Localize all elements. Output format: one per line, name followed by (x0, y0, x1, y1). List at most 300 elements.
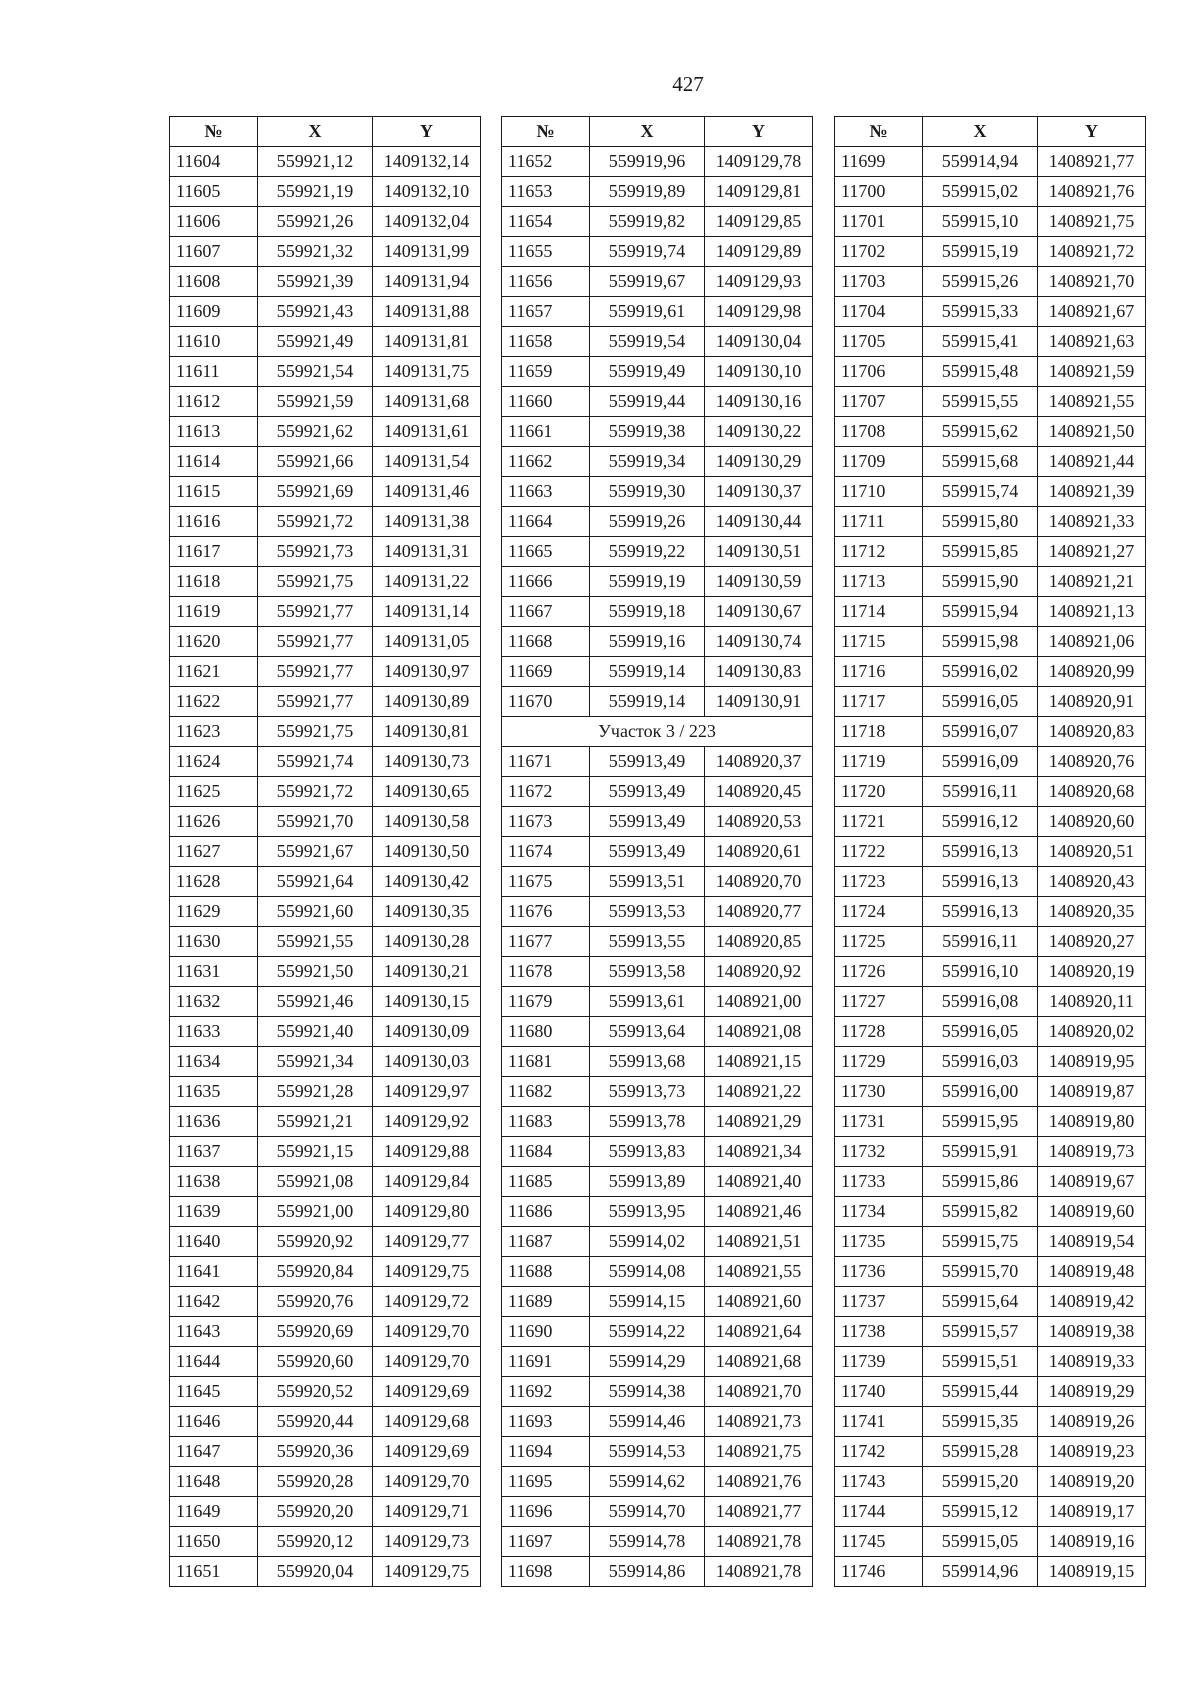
point-number-cell: 11724 (835, 897, 923, 927)
x-coordinate-cell: 559916,08 (923, 987, 1038, 1017)
y-coordinate-cell: 1409131,94 (373, 267, 481, 297)
point-number-cell: 11656 (502, 267, 590, 297)
point-number-cell: 11682 (502, 1077, 590, 1107)
y-coordinate-cell: 1408921,29 (705, 1107, 813, 1137)
x-coordinate-cell: 559919,14 (590, 657, 705, 687)
point-number-cell: 11647 (170, 1437, 258, 1467)
point-number-cell: 11671 (502, 747, 590, 777)
section-label: Участок 3 / 223 (502, 717, 813, 747)
x-coordinate-cell: 559921,34 (258, 1047, 373, 1077)
x-coordinate-cell: 559921,55 (258, 927, 373, 957)
y-coordinate-cell: 1409129,75 (373, 1557, 481, 1587)
table-row (502, 1227, 813, 1257)
table-row (835, 1497, 1146, 1527)
y-coordinate-cell: 1409129,84 (373, 1167, 481, 1197)
y-coordinate-cell: 1409131,14 (373, 597, 481, 627)
point-number-cell: 11700 (835, 177, 923, 207)
x-coordinate-cell: 559921,32 (258, 237, 373, 267)
y-coordinate-cell: 1408919,73 (1038, 1137, 1146, 1167)
coordinate-table-3 (834, 116, 1146, 1587)
table-row (170, 1107, 481, 1137)
table-row (170, 897, 481, 927)
y-coordinate-cell: 1408921,40 (705, 1167, 813, 1197)
y-coordinate-cell: 1408921,39 (1038, 477, 1146, 507)
x-coordinate-cell: 559915,28 (923, 1437, 1038, 1467)
y-coordinate-cell: 1409130,15 (373, 987, 481, 1017)
x-coordinate-cell: 559915,85 (923, 537, 1038, 567)
x-coordinate-cell: 559913,55 (590, 927, 705, 957)
x-coordinate-cell: 559921,00 (258, 1197, 373, 1227)
point-number-cell: 11697 (502, 1527, 590, 1557)
x-coordinate-cell: 559915,20 (923, 1467, 1038, 1497)
table-row (170, 1017, 481, 1047)
x-coordinate-cell: 559921,28 (258, 1077, 373, 1107)
x-coordinate-cell: 559920,69 (258, 1317, 373, 1347)
x-coordinate-cell: 559916,13 (923, 897, 1038, 927)
x-coordinate-cell: 559915,94 (923, 597, 1038, 627)
table-row (170, 447, 481, 477)
coordinate-table-2 (501, 116, 813, 1587)
table-row (170, 1497, 481, 1527)
point-number-cell: 11659 (502, 357, 590, 387)
y-coordinate-cell: 1408920,85 (705, 927, 813, 957)
y-coordinate-cell: 1409130,59 (705, 567, 813, 597)
x-coordinate-cell: 559921,40 (258, 1017, 373, 1047)
point-number-cell: 11634 (170, 1047, 258, 1077)
point-number-cell: 11652 (502, 147, 590, 177)
x-coordinate-cell: 559919,16 (590, 627, 705, 657)
table-row (835, 1377, 1146, 1407)
x-coordinate-cell: 559921,72 (258, 507, 373, 537)
y-coordinate-cell: 1409129,72 (373, 1287, 481, 1317)
table-row (170, 837, 481, 867)
x-coordinate-cell: 559914,94 (923, 147, 1038, 177)
table-row (835, 477, 1146, 507)
table-row (170, 507, 481, 537)
x-coordinate-cell: 559913,49 (590, 747, 705, 777)
x-coordinate-cell: 559921,72 (258, 777, 373, 807)
table-row (502, 1527, 813, 1557)
y-coordinate-cell: 1408921,50 (1038, 417, 1146, 447)
x-coordinate-cell: 559913,78 (590, 1107, 705, 1137)
y-coordinate-cell: 1409132,10 (373, 177, 481, 207)
y-coordinate-cell: 1408921,33 (1038, 507, 1146, 537)
x-coordinate-cell: 559920,60 (258, 1347, 373, 1377)
y-coordinate-cell: 1408921,75 (1038, 207, 1146, 237)
table-row (502, 897, 813, 927)
y-coordinate-cell: 1408921,67 (1038, 297, 1146, 327)
point-number-cell: 11688 (502, 1257, 590, 1287)
table-row (170, 477, 481, 507)
table-row (502, 177, 813, 207)
x-coordinate-cell: 559921,60 (258, 897, 373, 927)
point-number-cell: 11690 (502, 1317, 590, 1347)
y-coordinate-cell: 1408920,61 (705, 837, 813, 867)
table-row (502, 357, 813, 387)
y-coordinate-cell: 1409131,22 (373, 567, 481, 597)
table-row (170, 147, 481, 177)
point-number-cell: 11665 (502, 537, 590, 567)
y-coordinate-cell: 1408919,26 (1038, 1407, 1146, 1437)
point-number-cell: 11734 (835, 1197, 923, 1227)
x-coordinate-cell: 559921,69 (258, 477, 373, 507)
table-row (502, 1197, 813, 1227)
x-coordinate-cell: 559921,21 (258, 1107, 373, 1137)
table-row (502, 417, 813, 447)
x-coordinate-cell: 559921,73 (258, 537, 373, 567)
y-coordinate-cell: 1408920,27 (1038, 927, 1146, 957)
point-number-cell: 11623 (170, 717, 258, 747)
y-coordinate-cell: 1409130,37 (705, 477, 813, 507)
x-coordinate-cell: 559920,52 (258, 1377, 373, 1407)
y-coordinate-cell: 1409130,10 (705, 357, 813, 387)
table-row (170, 1197, 481, 1227)
table-row (170, 1047, 481, 1077)
x-coordinate-cell: 559921,66 (258, 447, 373, 477)
table-row (170, 177, 481, 207)
table-row (170, 417, 481, 447)
point-number-cell: 11624 (170, 747, 258, 777)
point-number-cell: 11736 (835, 1257, 923, 1287)
point-number-cell: 11716 (835, 657, 923, 687)
y-coordinate-cell: 1408921,34 (705, 1137, 813, 1167)
table-row (170, 1347, 481, 1377)
x-coordinate-cell: 559921,54 (258, 357, 373, 387)
y-coordinate-cell: 1409129,70 (373, 1317, 481, 1347)
y-coordinate-cell: 1408919,42 (1038, 1287, 1146, 1317)
table-row (835, 867, 1146, 897)
point-number-cell: 11620 (170, 627, 258, 657)
y-coordinate-cell: 1409130,09 (373, 1017, 481, 1047)
table-row (502, 507, 813, 537)
table-row (170, 717, 481, 747)
x-coordinate-cell: 559915,10 (923, 207, 1038, 237)
y-coordinate-cell: 1408921,08 (705, 1017, 813, 1047)
table-row (170, 267, 481, 297)
table-row (170, 777, 481, 807)
point-number-cell: 11617 (170, 537, 258, 567)
x-coordinate-cell: 559914,70 (590, 1497, 705, 1527)
table-row (502, 1017, 813, 1047)
x-coordinate-cell: 559916,13 (923, 837, 1038, 867)
y-coordinate-cell: 1408920,92 (705, 957, 813, 987)
y-coordinate-cell: 1409130,89 (373, 687, 481, 717)
y-coordinate-cell: 1409130,03 (373, 1047, 481, 1077)
point-number-cell: 11702 (835, 237, 923, 267)
x-coordinate-cell: 559921,77 (258, 597, 373, 627)
table-row (835, 717, 1146, 747)
column-header-number: № (502, 117, 590, 147)
point-number-cell: 11655 (502, 237, 590, 267)
point-number-cell: 11661 (502, 417, 590, 447)
point-number-cell: 11619 (170, 597, 258, 627)
table-row (502, 237, 813, 267)
point-number-cell: 11722 (835, 837, 923, 867)
column-header-x: X (923, 117, 1038, 147)
x-coordinate-cell: 559915,74 (923, 477, 1038, 507)
x-coordinate-cell: 559913,61 (590, 987, 705, 1017)
table-row (835, 1347, 1146, 1377)
point-number-cell: 11705 (835, 327, 923, 357)
point-number-cell: 11687 (502, 1227, 590, 1257)
table-row (502, 807, 813, 837)
x-coordinate-cell: 559914,78 (590, 1527, 705, 1557)
y-coordinate-cell: 1408921,46 (705, 1197, 813, 1227)
table-row (502, 147, 813, 177)
x-coordinate-cell: 559915,41 (923, 327, 1038, 357)
table-row (835, 507, 1146, 537)
point-number-cell: 11707 (835, 387, 923, 417)
y-coordinate-cell: 1408919,80 (1038, 1107, 1146, 1137)
x-coordinate-cell: 559921,67 (258, 837, 373, 867)
x-coordinate-cell: 559916,13 (923, 867, 1038, 897)
x-coordinate-cell: 559921,77 (258, 627, 373, 657)
column-header-y: Y (373, 117, 481, 147)
y-coordinate-cell: 1408920,19 (1038, 957, 1146, 987)
y-coordinate-cell: 1408920,35 (1038, 897, 1146, 927)
table-row (835, 1107, 1146, 1137)
x-coordinate-cell: 559920,04 (258, 1557, 373, 1587)
x-coordinate-cell: 559915,98 (923, 627, 1038, 657)
x-coordinate-cell: 559915,68 (923, 447, 1038, 477)
table-row (170, 1317, 481, 1347)
table-row (502, 597, 813, 627)
x-coordinate-cell: 559916,09 (923, 747, 1038, 777)
point-number-cell: 11686 (502, 1197, 590, 1227)
x-coordinate-cell: 559919,26 (590, 507, 705, 537)
point-number-cell: 11660 (502, 387, 590, 417)
point-number-cell: 11732 (835, 1137, 923, 1167)
y-coordinate-cell: 1408920,53 (705, 807, 813, 837)
point-number-cell: 11710 (835, 477, 923, 507)
y-coordinate-cell: 1409131,99 (373, 237, 481, 267)
table-row (170, 597, 481, 627)
x-coordinate-cell: 559919,54 (590, 327, 705, 357)
y-coordinate-cell: 1408919,48 (1038, 1257, 1146, 1287)
table-row (170, 627, 481, 657)
x-coordinate-cell: 559921,50 (258, 957, 373, 987)
y-coordinate-cell: 1408921,00 (705, 987, 813, 1017)
point-number-cell: 11745 (835, 1527, 923, 1557)
x-coordinate-cell: 559916,07 (923, 717, 1038, 747)
table-row (835, 897, 1146, 927)
table-row (835, 297, 1146, 327)
table-row (835, 447, 1146, 477)
point-number-cell: 11728 (835, 1017, 923, 1047)
point-number-cell: 11723 (835, 867, 923, 897)
y-coordinate-cell: 1408921,73 (705, 1407, 813, 1437)
y-coordinate-cell: 1408921,72 (1038, 237, 1146, 267)
y-coordinate-cell: 1408921,55 (705, 1257, 813, 1287)
y-coordinate-cell: 1409132,14 (373, 147, 481, 177)
x-coordinate-cell: 559921,59 (258, 387, 373, 417)
table-row (170, 327, 481, 357)
x-coordinate-cell: 559914,38 (590, 1377, 705, 1407)
table-row (502, 867, 813, 897)
y-coordinate-cell: 1409130,58 (373, 807, 481, 837)
y-coordinate-cell: 1408921,63 (1038, 327, 1146, 357)
point-number-cell: 11612 (170, 387, 258, 417)
y-coordinate-cell: 1409129,85 (705, 207, 813, 237)
table-row (835, 267, 1146, 297)
point-number-cell: 11709 (835, 447, 923, 477)
point-number-cell: 11708 (835, 417, 923, 447)
x-coordinate-cell: 559915,75 (923, 1227, 1038, 1257)
table-row (170, 1167, 481, 1197)
x-coordinate-cell: 559914,46 (590, 1407, 705, 1437)
point-number-cell: 11695 (502, 1467, 590, 1497)
x-coordinate-cell: 559913,83 (590, 1137, 705, 1167)
x-coordinate-cell: 559919,74 (590, 237, 705, 267)
table-row (502, 567, 813, 597)
point-number-cell: 11721 (835, 807, 923, 837)
point-number-cell: 11610 (170, 327, 258, 357)
y-coordinate-cell: 1409129,92 (373, 1107, 481, 1137)
point-number-cell: 11680 (502, 1017, 590, 1047)
table-row (170, 567, 481, 597)
point-number-cell: 11637 (170, 1137, 258, 1167)
table-row (835, 1257, 1146, 1287)
table-row (835, 1467, 1146, 1497)
point-number-cell: 11684 (502, 1137, 590, 1167)
x-coordinate-cell: 559919,18 (590, 597, 705, 627)
point-number-cell: 11633 (170, 1017, 258, 1047)
x-coordinate-cell: 559916,03 (923, 1047, 1038, 1077)
y-coordinate-cell: 1408921,21 (1038, 567, 1146, 597)
y-coordinate-cell: 1409129,69 (373, 1437, 481, 1467)
y-coordinate-cell: 1408921,15 (705, 1047, 813, 1077)
table-row (502, 1557, 813, 1587)
y-coordinate-cell: 1409129,80 (373, 1197, 481, 1227)
y-coordinate-cell: 1408921,27 (1038, 537, 1146, 567)
point-number-cell: 11683 (502, 1107, 590, 1137)
point-number-cell: 11645 (170, 1377, 258, 1407)
y-coordinate-cell: 1409130,35 (373, 897, 481, 927)
point-number-cell: 11725 (835, 927, 923, 957)
y-coordinate-cell: 1408921,22 (705, 1077, 813, 1107)
point-number-cell: 11631 (170, 957, 258, 987)
y-coordinate-cell: 1409130,22 (705, 417, 813, 447)
y-coordinate-cell: 1409129,77 (373, 1227, 481, 1257)
y-coordinate-cell: 1408919,87 (1038, 1077, 1146, 1107)
y-coordinate-cell: 1408919,29 (1038, 1377, 1146, 1407)
y-coordinate-cell: 1408921,77 (705, 1497, 813, 1527)
y-coordinate-cell: 1408920,91 (1038, 687, 1146, 717)
point-number-cell: 11608 (170, 267, 258, 297)
x-coordinate-cell: 559921,43 (258, 297, 373, 327)
point-number-cell: 11611 (170, 357, 258, 387)
point-number-cell: 11667 (502, 597, 590, 627)
y-coordinate-cell: 1408921,68 (705, 1347, 813, 1377)
y-coordinate-cell: 1409129,93 (705, 267, 813, 297)
point-number-cell: 11674 (502, 837, 590, 867)
table-row (170, 1467, 481, 1497)
table-row (170, 297, 481, 327)
y-coordinate-cell: 1409130,44 (705, 507, 813, 537)
point-number-cell: 11699 (835, 147, 923, 177)
x-coordinate-cell: 559919,89 (590, 177, 705, 207)
x-coordinate-cell: 559919,22 (590, 537, 705, 567)
point-number-cell: 11713 (835, 567, 923, 597)
table-row (502, 1077, 813, 1107)
x-coordinate-cell: 559915,70 (923, 1257, 1038, 1287)
y-coordinate-cell: 1409129,98 (705, 297, 813, 327)
point-number-cell: 11681 (502, 1047, 590, 1077)
x-coordinate-cell: 559921,62 (258, 417, 373, 447)
header-row (502, 117, 813, 147)
point-number-cell: 11703 (835, 267, 923, 297)
y-coordinate-cell: 1409130,16 (705, 387, 813, 417)
table-row (170, 927, 481, 957)
x-coordinate-cell: 559920,28 (258, 1467, 373, 1497)
y-coordinate-cell: 1408919,95 (1038, 1047, 1146, 1077)
table-row (170, 1077, 481, 1107)
x-coordinate-cell: 559921,46 (258, 987, 373, 1017)
x-coordinate-cell: 559916,11 (923, 777, 1038, 807)
point-number-cell: 11679 (502, 987, 590, 1017)
x-coordinate-cell: 559913,64 (590, 1017, 705, 1047)
point-number-cell: 11715 (835, 627, 923, 657)
point-number-cell: 11648 (170, 1467, 258, 1497)
y-coordinate-cell: 1408921,13 (1038, 597, 1146, 627)
table-row (835, 537, 1146, 567)
table-row (502, 267, 813, 297)
y-coordinate-cell: 1408920,83 (1038, 717, 1146, 747)
x-coordinate-cell: 559914,62 (590, 1467, 705, 1497)
y-coordinate-cell: 1409129,88 (373, 1137, 481, 1167)
point-number-cell: 11726 (835, 957, 923, 987)
point-number-cell: 11677 (502, 927, 590, 957)
table-row (502, 1317, 813, 1347)
y-coordinate-cell: 1408920,70 (705, 867, 813, 897)
x-coordinate-cell: 559915,82 (923, 1197, 1038, 1227)
point-number-cell: 11609 (170, 297, 258, 327)
table-row (835, 957, 1146, 987)
point-number-cell: 11632 (170, 987, 258, 1017)
table-row (502, 927, 813, 957)
point-number-cell: 11743 (835, 1467, 923, 1497)
x-coordinate-cell: 559915,90 (923, 567, 1038, 597)
table-row (835, 777, 1146, 807)
header-row (170, 117, 481, 147)
point-number-cell: 11622 (170, 687, 258, 717)
y-coordinate-cell: 1408921,60 (705, 1287, 813, 1317)
header-row (835, 117, 1146, 147)
y-coordinate-cell: 1408919,54 (1038, 1227, 1146, 1257)
x-coordinate-cell: 559913,89 (590, 1167, 705, 1197)
table-row (170, 987, 481, 1017)
y-coordinate-cell: 1409130,28 (373, 927, 481, 957)
y-coordinate-cell: 1409129,97 (373, 1077, 481, 1107)
point-number-cell: 11649 (170, 1497, 258, 1527)
coordinate-table-1 (169, 116, 481, 1587)
table-row (502, 1407, 813, 1437)
y-coordinate-cell: 1408921,70 (705, 1377, 813, 1407)
point-number-cell: 11669 (502, 657, 590, 687)
x-coordinate-cell: 559921,19 (258, 177, 373, 207)
point-number-cell: 11746 (835, 1557, 923, 1587)
point-number-cell: 11639 (170, 1197, 258, 1227)
table-row (170, 1407, 481, 1437)
point-number-cell: 11673 (502, 807, 590, 837)
x-coordinate-cell: 559913,49 (590, 837, 705, 867)
y-coordinate-cell: 1409130,83 (705, 657, 813, 687)
x-coordinate-cell: 559915,02 (923, 177, 1038, 207)
table-row (835, 1407, 1146, 1437)
point-number-cell: 11704 (835, 297, 923, 327)
table-row (835, 1137, 1146, 1167)
column-header-y: Y (705, 117, 813, 147)
